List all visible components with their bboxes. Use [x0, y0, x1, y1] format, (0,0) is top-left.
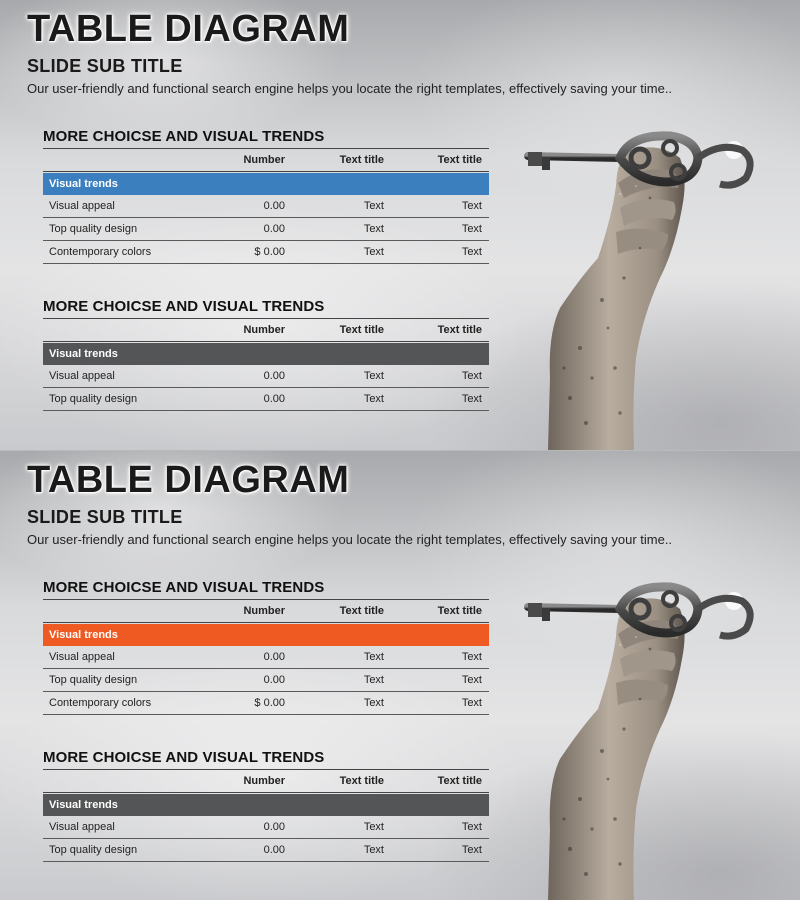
row-text: Text: [363, 674, 384, 686]
row-text: Text: [461, 821, 482, 833]
slide-subtitle: SLIDE SUB TITLE: [27, 56, 183, 76]
table-heading: MORE CHOICSE AND VISUAL TRENDS: [43, 298, 325, 315]
table-row: [43, 195, 489, 218]
row-text: Text: [363, 223, 384, 235]
row-number: 0.00: [263, 200, 285, 212]
row-text: Text: [461, 370, 482, 382]
column-header: Text title: [339, 775, 384, 787]
row-text: Text: [363, 844, 384, 856]
row-label: Contemporary colors: [49, 246, 152, 258]
row-number: $ 0.00: [254, 697, 285, 709]
column-header: Text title: [437, 775, 482, 787]
row-text: Text: [461, 844, 482, 856]
table-row: [43, 646, 489, 669]
column-header: Number: [243, 324, 285, 336]
row-text: Text: [461, 651, 482, 663]
row-text: Text: [461, 246, 482, 258]
slide-title: TABLE DIAGRAM: [27, 8, 350, 50]
column-header: Text title: [437, 154, 482, 166]
row-text: Text: [363, 246, 384, 258]
slide-title: TABLE DIAGRAM: [27, 459, 350, 501]
column-header: Text title: [437, 324, 482, 336]
row-number: 0.00: [263, 844, 285, 856]
row-number: $ 0.00: [254, 246, 285, 258]
table-row: [43, 839, 489, 862]
row-number: 0.00: [263, 393, 285, 405]
table-heading: MORE CHOICSE AND VISUAL TRENDS: [43, 749, 325, 766]
slide-subtitle: SLIDE SUB TITLE: [27, 507, 183, 527]
section-band: Visual trends: [43, 343, 489, 365]
row-label: Top quality design: [49, 223, 138, 235]
hand-holding-key-icon: [520, 128, 790, 450]
row-label: Top quality design: [49, 844, 138, 856]
row-label: Visual appeal: [49, 821, 115, 833]
column-header: Text title: [339, 605, 384, 617]
table-row: [43, 365, 489, 388]
row-number: 0.00: [263, 821, 285, 833]
row-text: Text: [363, 697, 384, 709]
column-header: Number: [243, 605, 285, 617]
row-label: Visual appeal: [49, 200, 115, 212]
row-number: 0.00: [263, 651, 285, 663]
table-row: [43, 388, 489, 411]
slide: [0, 450, 800, 900]
row-number: 0.00: [263, 223, 285, 235]
hand-holding-key-icon: [520, 579, 790, 900]
row-number: 0.00: [263, 674, 285, 686]
table-heading: MORE CHOICSE AND VISUAL TRENDS: [43, 579, 325, 596]
row-label: Top quality design: [49, 393, 138, 405]
row-text: Text: [461, 674, 482, 686]
row-text: Text: [363, 651, 384, 663]
slide-description: Our user-friendly and functional search engine helps you locate the right templates, effectively saving your time..: [27, 532, 673, 547]
table-heading: MORE CHOICSE AND VISUAL TRENDS: [43, 128, 325, 145]
data-table: [43, 296, 489, 411]
table-row: [43, 669, 489, 692]
table-row: [43, 218, 489, 241]
column-header: Text title: [437, 605, 482, 617]
row-label: Top quality design: [49, 674, 138, 686]
row-text: Text: [363, 200, 384, 212]
table-header-row: [43, 318, 489, 342]
column-header: Number: [243, 154, 285, 166]
section-band: Visual trends: [43, 173, 489, 195]
column-header: Number: [243, 775, 285, 787]
row-label: Visual appeal: [49, 370, 115, 382]
row-label: Visual appeal: [49, 651, 115, 663]
row-text: Text: [461, 393, 482, 405]
data-table: [43, 577, 489, 715]
row-text: Text: [363, 393, 384, 405]
table-header-row: [43, 769, 489, 793]
row-label: Contemporary colors: [49, 697, 152, 709]
data-table: [43, 747, 489, 862]
row-text: Text: [461, 223, 482, 235]
row-text: Text: [363, 821, 384, 833]
row-number: 0.00: [263, 370, 285, 382]
table-row: [43, 692, 489, 715]
column-header: Text title: [339, 154, 384, 166]
section-band: Visual trends: [43, 624, 489, 646]
slide-description: Our user-friendly and functional search engine helps you locate the right templates, effectively saving your time..: [27, 81, 673, 96]
row-text: Text: [461, 200, 482, 212]
table-header-row: [43, 599, 489, 623]
row-text: Text: [363, 370, 384, 382]
column-header: Text title: [339, 324, 384, 336]
data-table: [43, 126, 489, 264]
table-row: [43, 241, 489, 264]
table-row: [43, 816, 489, 839]
section-band: Visual trends: [43, 794, 489, 816]
table-header-row: [43, 148, 489, 172]
row-text: Text: [461, 697, 482, 709]
